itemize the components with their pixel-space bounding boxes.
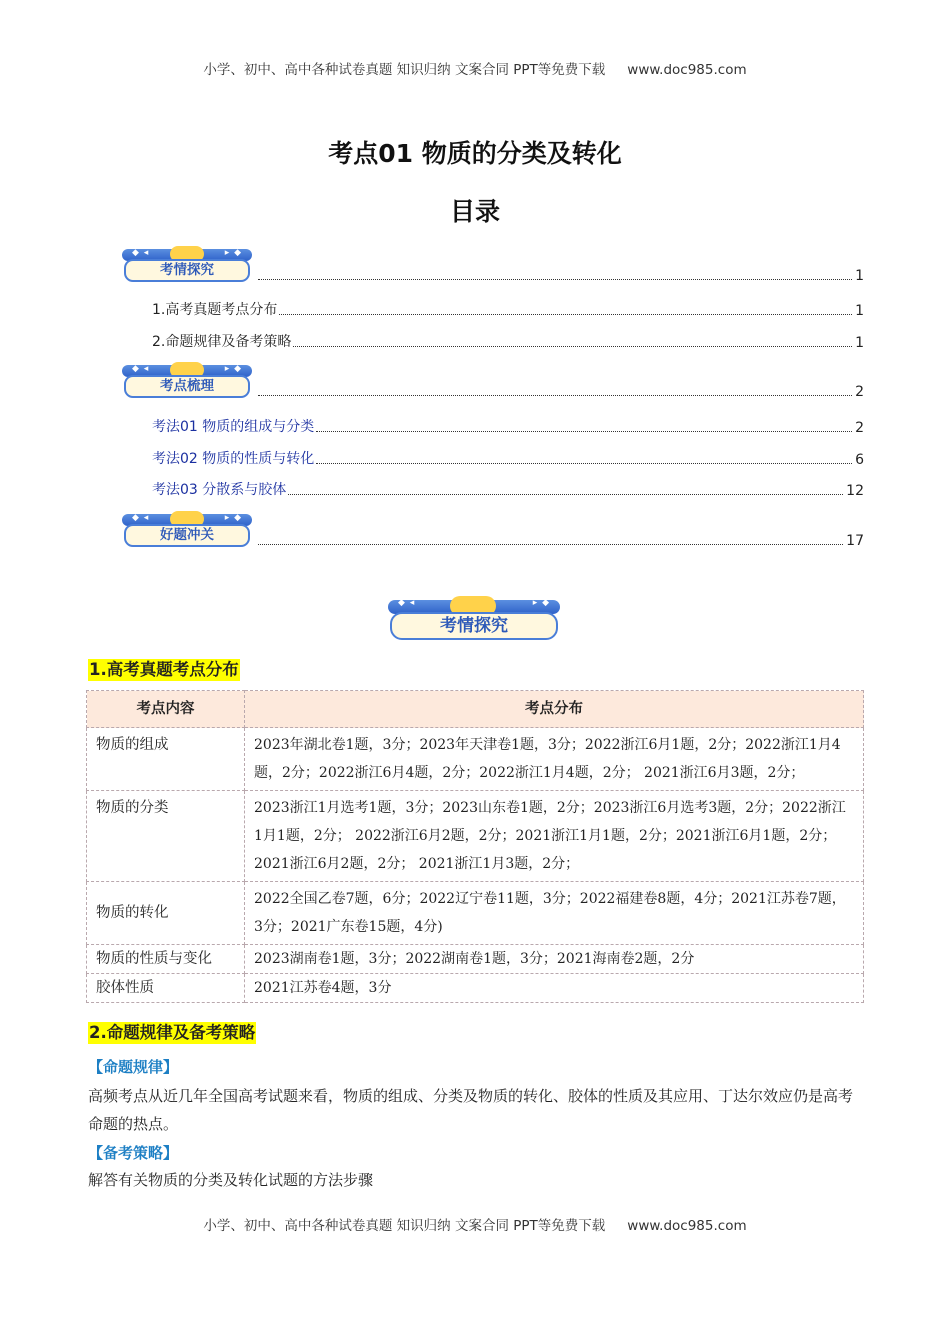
toc-entry-pass[interactable]: 17 <box>256 533 864 549</box>
badge-sort: ◆ ◂ ▸ ◆ 考点梳理 <box>122 362 252 396</box>
topic-cell: 物质的转化 <box>87 882 245 945</box>
badge-explore: ◆ ◂ ▸ ◆ 考情探究 <box>122 246 252 280</box>
toc-entry-explore[interactable]: 1 <box>256 268 864 284</box>
rule-heading: 【命题规律】 <box>88 1058 179 1076</box>
distribution-cell: 2022全国乙卷7题，6分；2022辽宁卷11题，3分；2022福建卷8题，4分；2021江苏卷7题，3分；2021广东卷15题，4分) <box>245 882 864 945</box>
footer-url[interactable]: www.doc985.com <box>627 1218 747 1234</box>
toc-entry[interactable]: 2.命题规律及备考策略 1 <box>152 334 864 351</box>
section-heading-strategy: 2.命题规律及备考策略 <box>89 1023 256 1042</box>
distribution-cell: 2023浙江1月选考1题，3分；2023山东卷1题，2分；2023浙江6月选考3题，2分；2022浙江1月1题，2分； 2022浙江6月2题，2分；2021浙江1月1题，2分；2021浙江6月1题，2分；2021浙江6月2题，2分； 2021浙江1月3题，2分； <box>245 791 864 882</box>
exam-distribution-table <box>86 690 864 1003</box>
toc-title: 目录 <box>449 197 500 226</box>
rule-text: 高频考点从近几年全国高考试题来看，物质的组成、分类及物质的转化、胶体的性质及其应用、丁达尔效应仍是高考命题的热点。 <box>88 1087 854 1133</box>
topic-cell: 物质的性质与变化 <box>87 945 245 974</box>
page-title: 考点01 物质的分类及转化 <box>328 139 622 168</box>
strategy-heading: 【备考策略】 <box>88 1144 179 1162</box>
table-header-row <box>87 691 864 728</box>
toc-entry[interactable]: 考法03 分散系与胶体 12 <box>152 482 864 499</box>
badge-explore-section: ◆ ◂ ▸ ◆ 考情探究 <box>388 596 560 640</box>
table-row <box>87 728 864 791</box>
header-url[interactable]: www.doc985.com <box>627 62 747 78</box>
distribution-cell: 2023湖南卷1题，3分；2022湖南卷1题，3分；2021海南卷2题，2分 <box>245 945 864 974</box>
toc-entry[interactable]: 考法01 物质的组成与分类 2 <box>152 419 864 436</box>
toc-entry-sort[interactable]: 2 <box>256 384 864 400</box>
topic-cell: 胶体性质 <box>87 974 245 1003</box>
badge-pass: ◆ ◂ ▸ ◆ 好题冲关 <box>122 511 252 545</box>
toc-entry[interactable]: 1.高考真题考点分布 1 <box>152 302 864 319</box>
section-heading-distribution: 1.高考真题考点分布 <box>89 660 239 679</box>
strategy-text: 解答有关物质的分类及转化试题的方法步骤 <box>88 1171 374 1189</box>
footer-text: 小学、初中、高中各种试卷真题 知识归纳 文案合同 PPT等免费下载 <box>203 1218 606 1234</box>
table-row <box>87 882 864 945</box>
table-row <box>87 791 864 882</box>
column-header: 考点分布 <box>245 691 864 728</box>
topic-cell: 物质的组成 <box>87 728 245 791</box>
page-footer <box>0 1214 950 1234</box>
column-header: 考点内容 <box>87 691 245 728</box>
toc-entry[interactable]: 考法02 物质的性质与转化 6 <box>152 451 864 468</box>
page-header <box>0 58 950 78</box>
table-row <box>87 945 864 974</box>
topic-cell: 物质的分类 <box>87 791 245 882</box>
table-row <box>87 974 864 1003</box>
header-text: 小学、初中、高中各种试卷真题 知识归纳 文案合同 PPT等免费下载 <box>203 62 606 78</box>
distribution-cell: 2023年湖北卷1题，3分；2023年天津卷1题，3分；2022浙江6月1题，2分；2022浙江1月4题，2分；2022浙江6月4题，2分；2022浙江1月4题，2分； 2021浙江6月3题，2分； <box>245 728 864 791</box>
distribution-cell: 2021江苏卷4题，3分 <box>245 974 864 1003</box>
